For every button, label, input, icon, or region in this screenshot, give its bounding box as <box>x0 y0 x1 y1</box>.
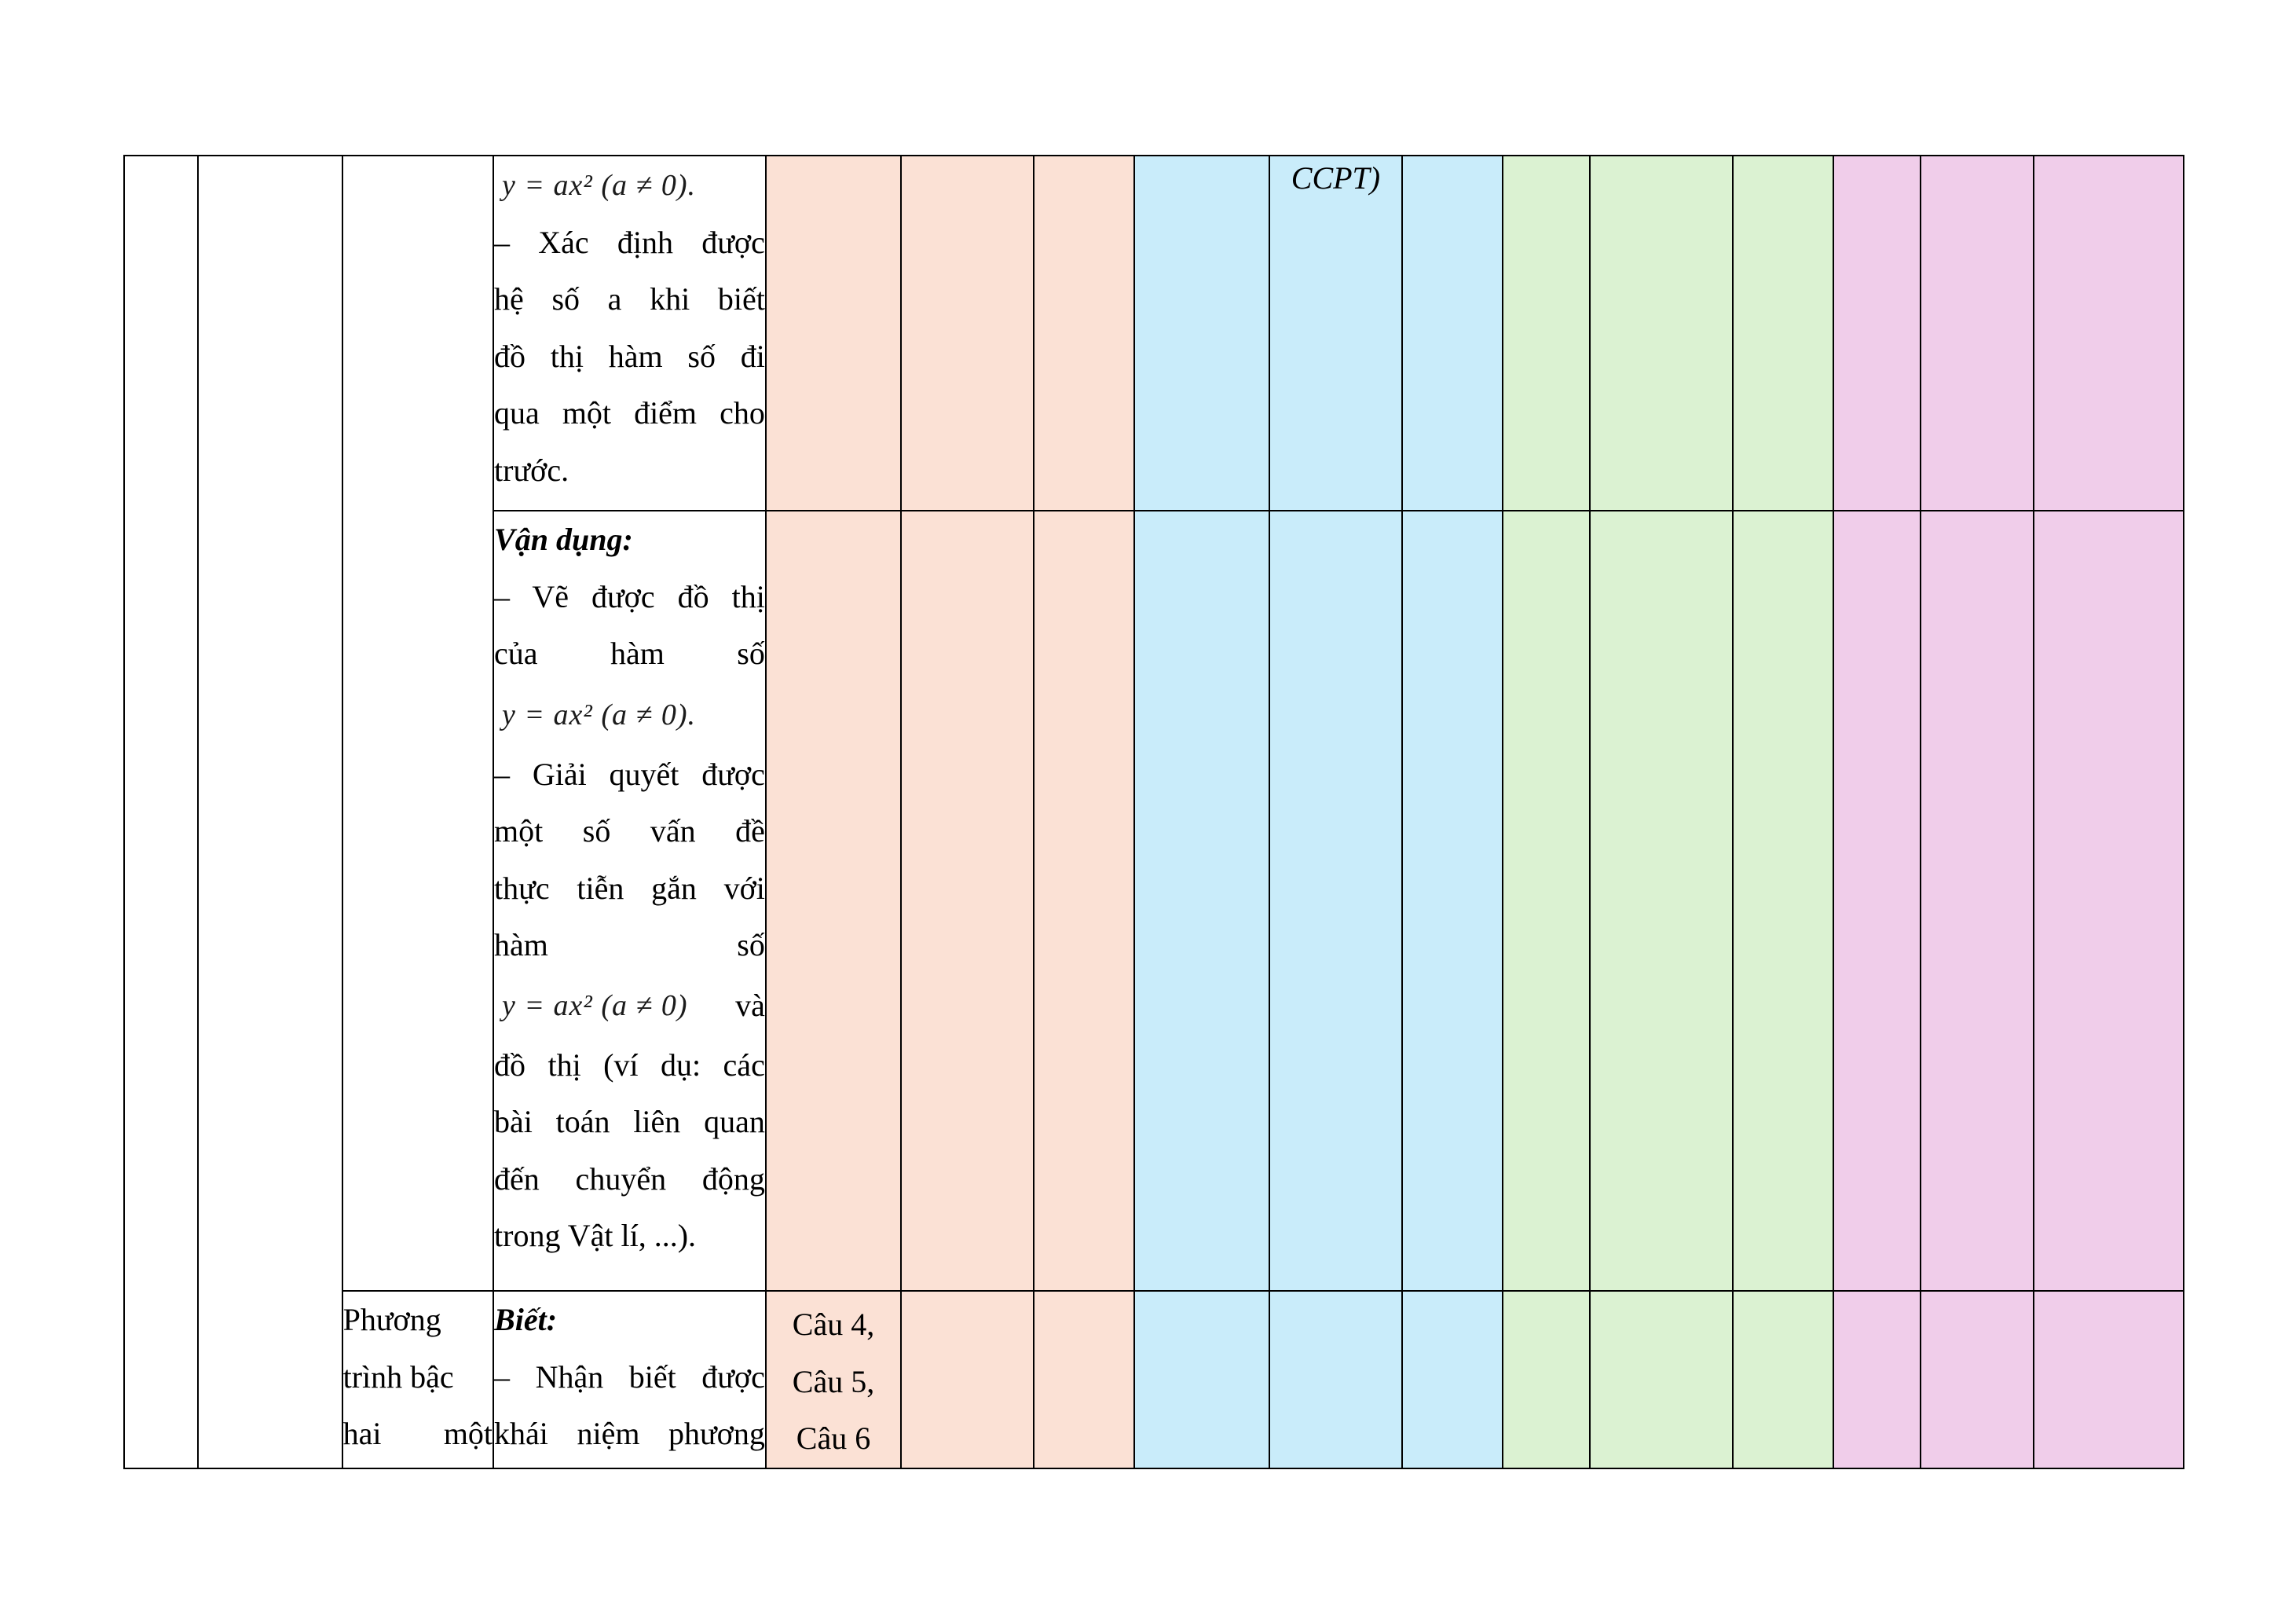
specification-matrix-table <box>123 155 2184 1469</box>
level-cell-purple <box>1833 511 1921 1291</box>
level-cell-purple <box>2034 1291 2184 1468</box>
level-cell-blue <box>1402 511 1503 1291</box>
requirement-line: – Xác định được <box>494 224 765 260</box>
level-cell-green <box>1733 511 1833 1291</box>
requirement-line: đồ thị (ví dụ: các <box>494 1047 765 1083</box>
level-cell-blue <box>1134 511 1269 1291</box>
lesson-line: trình bậc <box>342 1358 454 1395</box>
level-cell-orange <box>901 1291 1033 1468</box>
level-cell-orange <box>1034 511 1134 1291</box>
requirement-line: đến chuyển động <box>494 1160 765 1197</box>
level-cell-purple <box>1921 156 2034 511</box>
ccpt-note: CCPT) <box>1291 160 1381 196</box>
level-cell-blue <box>1402 156 1503 511</box>
level-cell-purple <box>1921 1291 2034 1468</box>
level-cell-blue <box>1402 1291 1503 1468</box>
level-cell-blue <box>1134 156 1269 511</box>
level-cell-purple <box>1921 511 2034 1291</box>
requirement-line: – Vẽ được đồ thị <box>494 578 765 614</box>
level-cell-purple <box>1833 156 1921 511</box>
requirement-line: một số vấn đề <box>494 813 765 849</box>
requirement-line: trước. <box>494 452 569 488</box>
level-cell-purple <box>2034 511 2184 1291</box>
requirement-line: thực tiễn gắn với <box>494 870 765 906</box>
lesson-cell <box>342 1291 493 1468</box>
lesson-cell <box>342 156 493 1291</box>
table-row <box>124 1291 2184 1468</box>
requirement-line: – Giải quyết được <box>494 756 765 792</box>
chapter-cell <box>198 156 342 1468</box>
requirement-line: bài toán liên quan <box>494 1104 765 1139</box>
level-cell-purple <box>1833 1291 1921 1468</box>
requirement-line: hệ số a khi biết <box>494 281 765 317</box>
requirement-cell <box>493 511 766 1291</box>
level-heading-van-dung: Vận dụng: <box>494 522 633 557</box>
level-cell-green <box>1503 156 1590 511</box>
level-cell-green <box>1590 156 1732 511</box>
level-cell-orange <box>1034 1291 1134 1468</box>
requirement-line: – Nhận biết được <box>494 1358 765 1395</box>
requirement-cell <box>493 156 766 511</box>
requirement-line: hàm số <box>494 927 765 962</box>
level-cell-green <box>1503 1291 1590 1468</box>
requirement-cell <box>493 1291 766 1468</box>
lesson-line: Phương <box>342 1302 441 1337</box>
level-cell-green <box>1503 511 1590 1291</box>
level-cell-orange <box>1034 156 1134 511</box>
level-cell-orange <box>901 156 1033 511</box>
level-cell-blue <box>1269 511 1401 1291</box>
level-cell-blue <box>1269 156 1401 511</box>
requirement-line: của hàm số <box>494 636 765 671</box>
level-cell-blue <box>1134 1291 1269 1468</box>
formula-y-ax2: y = ax² (a ≠ 0) và <box>502 987 765 1023</box>
requirement-line: đồ thị hàm số đi <box>494 338 765 374</box>
question-cell <box>766 1291 901 1468</box>
table-row <box>124 156 2184 511</box>
level-cell-purple <box>2034 156 2184 511</box>
lesson-line: hai một <box>342 1416 493 1451</box>
level-cell-orange <box>901 511 1033 1291</box>
formula-y-ax2: y = ax² (a ≠ 0). <box>502 698 696 731</box>
requirement-line: trong Vật lí, ...). <box>494 1218 697 1253</box>
question-label: Câu 5, <box>792 1363 875 1399</box>
level-cell-green <box>1733 1291 1833 1468</box>
level-cell-green <box>1733 156 1833 511</box>
requirement-line: qua một điểm cho <box>494 395 765 431</box>
level-cell-orange <box>766 156 901 511</box>
level-cell-blue <box>1269 1291 1401 1468</box>
level-cell-orange <box>766 511 901 1291</box>
level-heading-biet: Biết: <box>494 1302 558 1337</box>
stt-cell <box>124 156 198 1468</box>
level-cell-green <box>1590 1291 1732 1468</box>
requirement-line: khái niệm phương <box>494 1416 765 1451</box>
level-cell-green <box>1590 511 1732 1291</box>
question-label: Câu 6 <box>796 1421 871 1456</box>
formula-y-ax2: y = ax² (a ≠ 0). <box>502 169 696 202</box>
question-label: Câu 4, <box>792 1307 875 1342</box>
